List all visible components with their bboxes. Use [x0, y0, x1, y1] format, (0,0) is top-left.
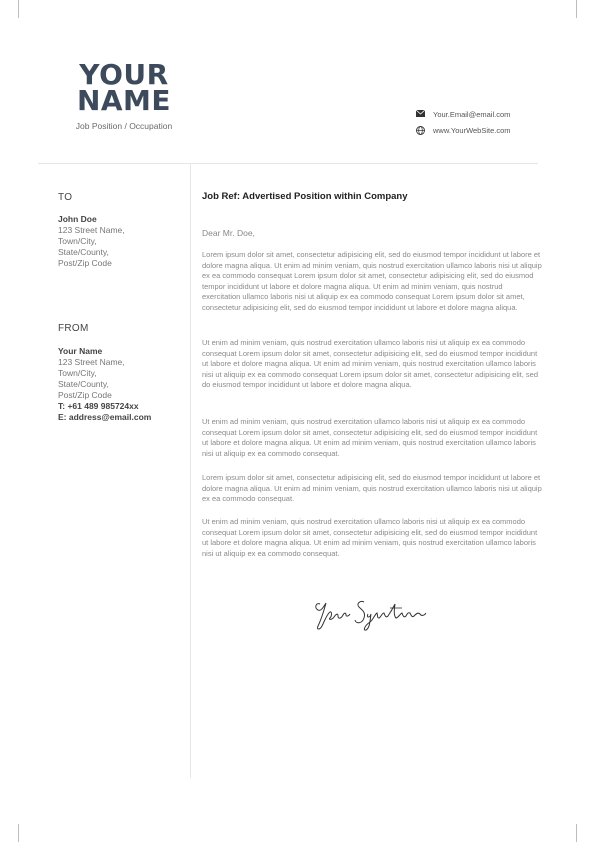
- body-paragraph-1: Lorem ipsum dolor sit amet, consectetur adipisicing elit, sed do eiusmod tempor incididunt ut labore et dolore magna aliqua. Ut enim ad minim veniam, quis nostrud exercitation ullamco laboris nisi ut aliquip ex ea commodo consequat Lorem ipsum dolor sit amet, consectetur adipisicing elit, sed do eiusmod tempor incididunt ut labore et dolore magna aliqua. Ut enim ad minim veniam, quis nostrud exercitation ullamco laboris nisi ut aliquip ex ea commodo consequat Lorem ipsum dolor sit amet, consectetur adipisicing elit, sed do eiusmod tempor incididunt ut labore et dolore magna aliqua.: [202, 250, 542, 312]
- name-line-1: YOUR: [79, 58, 169, 91]
- contact-website-text: www.YourWebSite.com: [433, 126, 511, 135]
- name-header: [0, 58, 248, 131]
- globe-icon: [416, 126, 425, 135]
- sender-address: [58, 346, 151, 423]
- header-divider: [38, 163, 538, 164]
- recipient-address-line: Town/City,: [58, 236, 97, 246]
- sender-email: E: address@email.com: [58, 412, 152, 422]
- recipient-name: John Doe: [58, 214, 97, 224]
- crop-mark-bottom-left: [18, 824, 19, 842]
- recipient-address-line: State/County,: [58, 247, 109, 257]
- signature: [312, 596, 430, 636]
- sender-address-line: 123 Street Name,: [58, 357, 125, 367]
- greeting: Dear Mr. Doe,: [202, 228, 255, 238]
- to-heading: TO: [58, 192, 73, 203]
- occupation: Job Position / Occupation: [75, 121, 173, 131]
- contact-email[interactable]: [416, 110, 510, 119]
- contact-email-text: Your.Email@email.com: [433, 110, 511, 119]
- recipient-address-line: Post/Zip Code: [58, 258, 112, 268]
- crop-mark-bottom-right: [576, 824, 577, 842]
- crop-mark-top-right: [576, 0, 577, 18]
- recipient-address-line: 123 Street Name,: [58, 225, 125, 235]
- body-paragraph-4: Lorem ipsum dolor sit amet, consectetur adipisicing elit, sed do eiusmod tempor incididunt ut labore et dolore magna aliqua. Ut enim ad minim veniam, quis nostrud exercitation ullamco laboris nisi ut aliquip ex ea commodo consequat.: [202, 473, 542, 504]
- name-line-2: NAME: [76, 84, 172, 117]
- crop-mark-top-left: [18, 0, 19, 18]
- column-divider: [190, 163, 191, 778]
- job-reference: Job Ref: Advertised Position within Company: [202, 191, 408, 202]
- sender-phone: T: +61 489 985724xx: [58, 401, 139, 411]
- body-paragraph-3: Ut enim ad minim veniam, quis nostrud exercitation ullamco laboris nisi ut aliquip ex ea commodo consequat Lorem ipsum dolor sit amet, consectetur adipisicing elit, sed do eiusmod tempor incididunt ut labore et dolore magna aliqua. Ut enim ad minim veniam, quis nostrud exercitation ullamco laboris nisi ut aliquip ex ea commodo consequat.: [202, 417, 538, 458]
- sender-address-line: State/County,: [58, 379, 109, 389]
- envelope-icon: [416, 110, 425, 119]
- recipient-address: [58, 214, 125, 269]
- contact-website[interactable]: [416, 126, 511, 135]
- from-heading: FROM: [58, 323, 89, 334]
- body-paragraph-5: Ut enim ad minim veniam, quis nostrud exercitation ullamco laboris nisi ut aliquip ex ea commodo consequat Lorem ipsum dolor sit amet, consectetur adipisicing elit, sed do eiusmod tempor incididunt ut labore et dolore magna aliqua. Ut enim ad minim veniam, quis nostrud exercitation ullamco laboris nisi ut aliquip ex ea commodo consequat.: [202, 517, 538, 558]
- sender-name: Your Name: [58, 346, 103, 356]
- body-paragraph-2: Ut enim ad minim veniam, quis nostrud exercitation ullamco laboris nisi ut aliquip ex ea commodo consequat Lorem ipsum dolor sit amet, consectetur adipisicing elit, sed do eiusmod tempor incididunt ut labore et dolore magna aliqua. Ut enim ad minim veniam, quis nostrud exercitation ullamco laboris nisi ut aliquip ex ea commodo consequat Lorem ipsum dolor sit amet, consectetur adipisicing elit, sed do eiusmod tempor incididunt ut labore et dolore magna aliqua.: [202, 338, 539, 390]
- sender-address-line: Town/City,: [58, 368, 97, 378]
- sender-address-line: Post/Zip Code: [58, 390, 112, 400]
